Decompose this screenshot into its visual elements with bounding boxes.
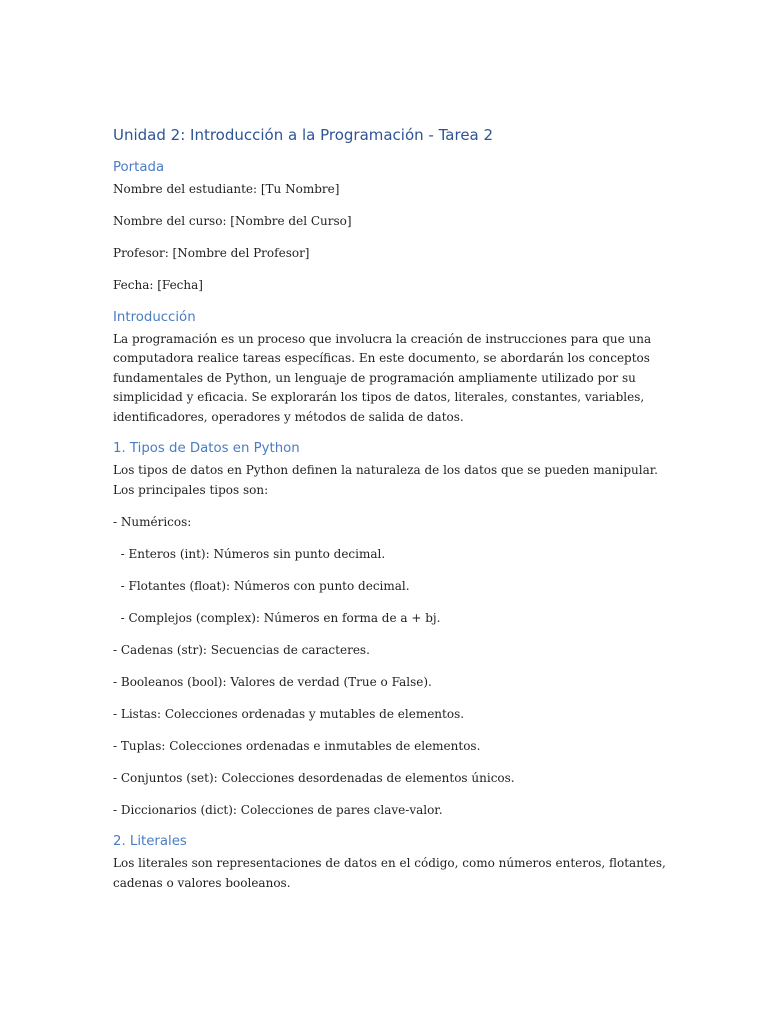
list-item: - Cadenas (str): Secuencias de caracteres.	[113, 642, 370, 657]
list-item: - Flotantes (float): Números con punto decimal.	[113, 578, 410, 593]
list-item: - Booleanos (bool): Valores de verdad (True o False).	[113, 674, 432, 689]
heading-portada: Portada	[113, 160, 165, 175]
paragraph-line: Los tipos de datos en Python definen la naturaleza de los datos que se pueden manipular.	[113, 463, 658, 477]
student-name-line: Nombre del estudiante: [Tu Nombre]	[113, 182, 340, 196]
list-item: - Numéricos:	[113, 514, 192, 529]
literales-paragraph	[113, 854, 666, 893]
heading-literales: 2. Literales	[113, 834, 187, 849]
paragraph-line: La programación es un proceso que involucra la creación de instrucciones para que una	[113, 331, 652, 346]
paragraph-line: simplicidad y eficacia. Se explorarán los tipos de datos, literales, constantes, variables,	[113, 390, 645, 404]
paragraph-line: identificadores, operadores y métodos de salida de datos.	[113, 409, 464, 424]
list-item: - Listas: Colecciones ordenadas y mutables de elementos.	[113, 706, 465, 721]
paragraph-line: computadora realice tareas específicas. En este documento, se abordarán los conceptos	[113, 351, 650, 365]
list-item: - Diccionarios (dict): Colecciones de pares clave-valor.	[113, 802, 443, 817]
list-item: - Complejos (complex): Números en forma de a + bj.	[113, 610, 441, 625]
list-item: - Conjuntos (set): Colecciones desordenadas de elementos únicos.	[113, 770, 515, 785]
document-page	[113, 124, 666, 893]
course-name-line: Nombre del curso: [Nombre del Curso]	[113, 214, 352, 228]
professor-line: Profesor: [Nombre del Profesor]	[113, 246, 310, 260]
introduccion-paragraph	[113, 330, 653, 428]
paragraph-line: fundamentales de Python, un lenguaje de programación ampliamente utilizado por su	[113, 370, 636, 385]
tipos-intro-paragraph	[113, 461, 658, 500]
list-item: - Tuplas: Colecciones ordenadas e inmutables de elementos.	[113, 738, 481, 753]
list-item: - Enteros (int): Números sin punto decimal.	[113, 546, 386, 561]
date-line: Fecha: [Fecha]	[113, 278, 203, 292]
heading-introduccion: Introducción	[113, 309, 196, 325]
document-title: Unidad 2: Introducción a la Programación - Tarea 2	[113, 126, 494, 144]
paragraph-line: Los literales son representaciones de datos en el código, como números enteros, flotantes,	[113, 856, 666, 870]
paragraph-line: cadenas o valores booleanos.	[113, 875, 291, 890]
paragraph-line: Los principales tipos son:	[113, 482, 269, 497]
heading-tipos-de-datos: 1. Tipos de Datos en Python	[113, 441, 300, 456]
